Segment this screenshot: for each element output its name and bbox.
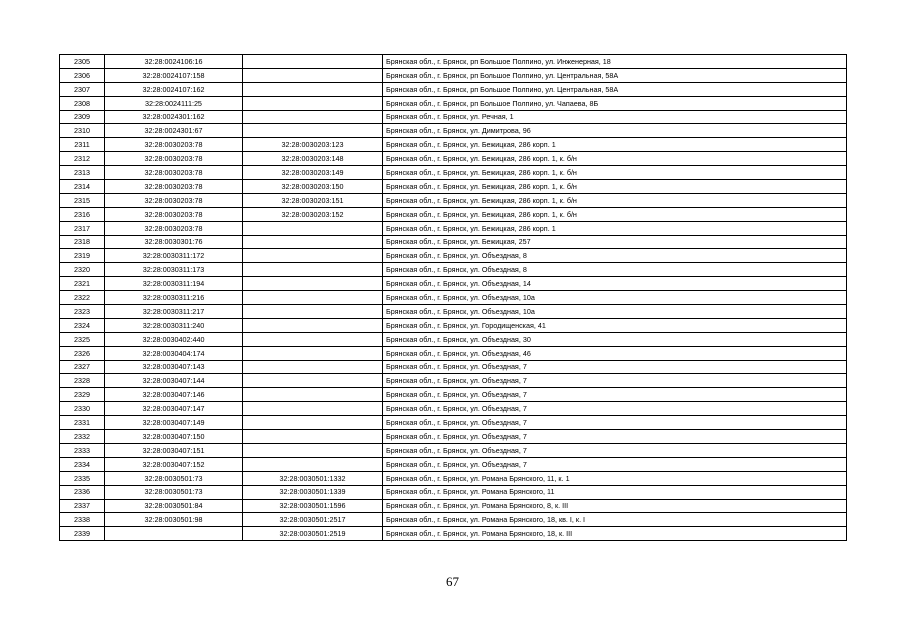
page-number: 67 — [446, 574, 459, 589]
row-number-cell: 2334 — [60, 457, 105, 471]
table-row — [60, 374, 847, 388]
cadastral-number-cell: 32:28:0030311:172 — [105, 249, 243, 263]
sub-cadastral-number-cell — [243, 388, 383, 402]
sub-cadastral-number-cell — [243, 249, 383, 263]
sub-cadastral-number-cell — [243, 443, 383, 457]
table-row — [60, 499, 847, 513]
row-number-cell: 2310 — [60, 124, 105, 138]
address-cell: Брянская обл., г. Брянск, ул. Романа Брянского, 18, кв. I, к. I — [383, 513, 847, 527]
cadastral-number-cell: 32:28:0030407:144 — [105, 374, 243, 388]
table-row — [60, 55, 847, 69]
table-row — [60, 277, 847, 291]
table-row — [60, 485, 847, 499]
row-number-cell: 2316 — [60, 207, 105, 221]
row-number-cell: 2327 — [60, 360, 105, 374]
table-row — [60, 68, 847, 82]
row-number-cell: 2321 — [60, 277, 105, 291]
row-number-cell: 2308 — [60, 96, 105, 110]
sub-cadastral-number-cell — [243, 457, 383, 471]
row-number-cell: 2305 — [60, 55, 105, 69]
table-row — [60, 166, 847, 180]
cadastral-number-cell: 32:28:0030501:73 — [105, 485, 243, 499]
sub-cadastral-number-cell: 32:28:0030501:2519 — [243, 527, 383, 541]
cadastral-number-cell — [105, 527, 243, 541]
address-cell: Брянская обл., г. Брянск, рп Большое Полпино, ул. Центральная, 58А — [383, 68, 847, 82]
row-number-cell: 2306 — [60, 68, 105, 82]
sub-cadastral-number-cell — [243, 374, 383, 388]
row-number-cell: 2318 — [60, 235, 105, 249]
cadastral-number-cell: 32:28:0030402:440 — [105, 332, 243, 346]
cadastral-number-cell: 32:28:0030404:174 — [105, 346, 243, 360]
address-cell: Брянская обл., г. Брянск, ул. Бежицкая, 286 корп. 1, к. б/н — [383, 180, 847, 194]
table-row — [60, 332, 847, 346]
address-cell: Брянская обл., г. Брянск, ул. Объездная, 7 — [383, 402, 847, 416]
address-cell: Брянская обл., г. Брянск, ул. Объездная, 8 — [383, 249, 847, 263]
address-cell: Брянская обл., г. Брянск, ул. Димитрова, 96 — [383, 124, 847, 138]
row-number-cell: 2336 — [60, 485, 105, 499]
sub-cadastral-number-cell — [243, 402, 383, 416]
cadastral-number-cell: 32:28:0030203:78 — [105, 166, 243, 180]
table-row — [60, 471, 847, 485]
table-row — [60, 346, 847, 360]
table-row — [60, 527, 847, 541]
sub-cadastral-number-cell: 32:28:0030501:1332 — [243, 471, 383, 485]
row-number-cell: 2324 — [60, 318, 105, 332]
cadastral-number-cell: 32:28:0024111:25 — [105, 96, 243, 110]
table-row — [60, 305, 847, 319]
cadastral-number-cell: 32:28:0030407:143 — [105, 360, 243, 374]
cadastral-number-cell: 32:28:0030407:151 — [105, 443, 243, 457]
table-row — [60, 124, 847, 138]
row-number-cell: 2323 — [60, 305, 105, 319]
cadastral-number-cell: 32:28:0030501:73 — [105, 471, 243, 485]
cadastral-number-cell: 32:28:0030407:146 — [105, 388, 243, 402]
table-row — [60, 416, 847, 430]
cadastral-number-cell: 32:28:0030203:78 — [105, 138, 243, 152]
table-row — [60, 513, 847, 527]
sub-cadastral-number-cell — [243, 55, 383, 69]
row-number-cell: 2331 — [60, 416, 105, 430]
sub-cadastral-number-cell: 32:28:0030501:2517 — [243, 513, 383, 527]
address-cell: Брянская обл., г. Брянск, ул. Городищенская, 41 — [383, 318, 847, 332]
cadastral-number-cell: 32:28:0030407:150 — [105, 430, 243, 444]
sub-cadastral-number-cell — [243, 346, 383, 360]
row-number-cell: 2307 — [60, 82, 105, 96]
address-cell: Брянская обл., г. Брянск, рп Большое Полпино, ул. Чапаева, 8Б — [383, 96, 847, 110]
table-row — [60, 388, 847, 402]
row-number-cell: 2338 — [60, 513, 105, 527]
row-number-cell: 2315 — [60, 193, 105, 207]
row-number-cell: 2329 — [60, 388, 105, 402]
table-row — [60, 82, 847, 96]
address-cell: Брянская обл., г. Брянск, рп Большое Полпино, ул. Центральная, 58А — [383, 82, 847, 96]
row-number-cell: 2337 — [60, 499, 105, 513]
table-row — [60, 180, 847, 194]
address-cell: Брянская обл., г. Брянск, ул. Бежицкая, 286 корп. 1, к. б/н — [383, 193, 847, 207]
table-row — [60, 221, 847, 235]
row-number-cell: 2328 — [60, 374, 105, 388]
cadastral-number-cell: 32:28:0030501:84 — [105, 499, 243, 513]
row-number-cell: 2317 — [60, 221, 105, 235]
cadastral-number-cell: 32:28:0030203:78 — [105, 180, 243, 194]
table-row — [60, 249, 847, 263]
row-number-cell: 2313 — [60, 166, 105, 180]
cadastral-number-cell: 32:28:0030311:194 — [105, 277, 243, 291]
row-number-cell: 2314 — [60, 180, 105, 194]
address-cell: Брянская обл., г. Брянск, ул. Объездная, 7 — [383, 443, 847, 457]
address-cell: Брянская обл., г. Брянск, ул. Бежицкая, 286 корп. 1 — [383, 221, 847, 235]
sub-cadastral-number-cell — [243, 82, 383, 96]
address-cell: Брянская обл., г. Брянск, ул. Объездная, 7 — [383, 430, 847, 444]
cadastral-number-cell: 32:28:0030203:78 — [105, 221, 243, 235]
sub-cadastral-number-cell: 32:28:0030501:1339 — [243, 485, 383, 499]
address-cell: Брянская обл., г. Брянск, ул. Бежицкая, 286 корп. 1, к. б/н — [383, 166, 847, 180]
sub-cadastral-number-cell: 32:28:0030203:151 — [243, 193, 383, 207]
sub-cadastral-number-cell: 32:28:0030203:149 — [243, 166, 383, 180]
table-row — [60, 360, 847, 374]
table-row — [60, 402, 847, 416]
address-cell: Брянская обл., г. Брянск, ул. Объездная, 7 — [383, 360, 847, 374]
cadastral-number-cell: 32:28:0030407:147 — [105, 402, 243, 416]
address-cell: Брянская обл., г. Брянск, ул. Бежицкая, 286 корп. 1, к. б/н — [383, 207, 847, 221]
row-number-cell: 2330 — [60, 402, 105, 416]
sub-cadastral-number-cell: 32:28:0030203:150 — [243, 180, 383, 194]
table-row — [60, 152, 847, 166]
address-cell: Брянская обл., г. Брянск, ул. Бежицкая, 257 — [383, 235, 847, 249]
table-row — [60, 263, 847, 277]
cadastral-number-cell: 32:28:0024107:158 — [105, 68, 243, 82]
sub-cadastral-number-cell: 32:28:0030203:123 — [243, 138, 383, 152]
row-number-cell: 2311 — [60, 138, 105, 152]
row-number-cell: 2319 — [60, 249, 105, 263]
table-row — [60, 235, 847, 249]
sub-cadastral-number-cell — [243, 263, 383, 277]
table-row — [60, 96, 847, 110]
sub-cadastral-number-cell — [243, 110, 383, 124]
address-cell: Брянская обл., г. Брянск, рп Большое Полпино, ул. Инженерная, 18 — [383, 55, 847, 69]
address-cell: Брянская обл., г. Брянск, ул. Бежицкая, 286 корп. 1, к. б/н — [383, 152, 847, 166]
address-cell: Брянская обл., г. Брянск, ул. Романа Брянского, 11 — [383, 485, 847, 499]
cadastral-number-cell: 32:28:0030501:98 — [105, 513, 243, 527]
table-row — [60, 430, 847, 444]
table-row — [60, 110, 847, 124]
cadastral-number-cell: 32:28:0030311:173 — [105, 263, 243, 277]
sub-cadastral-number-cell — [243, 277, 383, 291]
address-cell: Брянская обл., г. Брянск, ул. Романа Брянского, 18, к. III — [383, 527, 847, 541]
sub-cadastral-number-cell — [243, 318, 383, 332]
sub-cadastral-number-cell — [243, 360, 383, 374]
sub-cadastral-number-cell — [243, 430, 383, 444]
sub-cadastral-number-cell — [243, 96, 383, 110]
sub-cadastral-number-cell: 32:28:0030203:148 — [243, 152, 383, 166]
cadastral-number-cell: 32:28:0024106:16 — [105, 55, 243, 69]
row-number-cell: 2312 — [60, 152, 105, 166]
sub-cadastral-number-cell — [243, 305, 383, 319]
cadastral-number-cell: 32:28:0024107:162 — [105, 82, 243, 96]
row-number-cell: 2339 — [60, 527, 105, 541]
address-cell: Брянская обл., г. Брянск, ул. Объездная, 7 — [383, 457, 847, 471]
table-row — [60, 291, 847, 305]
table-row — [60, 207, 847, 221]
cadastral-number-cell: 32:28:0030407:149 — [105, 416, 243, 430]
sub-cadastral-number-cell — [243, 332, 383, 346]
sub-cadastral-number-cell — [243, 124, 383, 138]
row-number-cell: 2325 — [60, 332, 105, 346]
sub-cadastral-number-cell — [243, 235, 383, 249]
row-number-cell: 2322 — [60, 291, 105, 305]
address-cell: Брянская обл., г. Брянск, ул. Объездная, 10а — [383, 305, 847, 319]
property-registry-table — [59, 54, 847, 541]
cadastral-number-cell: 32:28:0030301:76 — [105, 235, 243, 249]
address-cell: Брянская обл., г. Брянск, ул. Объездная, 10а — [383, 291, 847, 305]
table-row — [60, 457, 847, 471]
cadastral-number-cell: 32:28:0030311:240 — [105, 318, 243, 332]
sub-cadastral-number-cell: 32:28:0030501:1596 — [243, 499, 383, 513]
address-cell: Брянская обл., г. Брянск, ул. Бежицкая, 286 корп. 1 — [383, 138, 847, 152]
sub-cadastral-number-cell — [243, 416, 383, 430]
cadastral-number-cell: 32:28:0030407:152 — [105, 457, 243, 471]
row-number-cell: 2332 — [60, 430, 105, 444]
table-row — [60, 193, 847, 207]
address-cell: Брянская обл., г. Брянск, ул. Романа Брянского, 11, к. 1 — [383, 471, 847, 485]
sub-cadastral-number-cell — [243, 221, 383, 235]
cadastral-number-cell: 32:28:0030203:78 — [105, 207, 243, 221]
cadastral-number-cell: 32:28:0030203:78 — [105, 193, 243, 207]
row-number-cell: 2309 — [60, 110, 105, 124]
cadastral-number-cell: 32:28:0024301:162 — [105, 110, 243, 124]
address-cell: Брянская обл., г. Брянск, ул. Объездная, 8 — [383, 263, 847, 277]
address-cell: Брянская обл., г. Брянск, ул. Речная, 1 — [383, 110, 847, 124]
sub-cadastral-number-cell: 32:28:0030203:152 — [243, 207, 383, 221]
address-cell: Брянская обл., г. Брянск, ул. Объездная, 7 — [383, 416, 847, 430]
cadastral-number-cell: 32:28:0024301:67 — [105, 124, 243, 138]
row-number-cell: 2335 — [60, 471, 105, 485]
row-number-cell: 2333 — [60, 443, 105, 457]
row-number-cell: 2320 — [60, 263, 105, 277]
cadastral-number-cell: 32:28:0030311:217 — [105, 305, 243, 319]
sub-cadastral-number-cell — [243, 291, 383, 305]
cadastral-number-cell: 32:28:0030311:216 — [105, 291, 243, 305]
table-row — [60, 138, 847, 152]
sub-cadastral-number-cell — [243, 68, 383, 82]
row-number-cell: 2326 — [60, 346, 105, 360]
address-cell: Брянская обл., г. Брянск, ул. Объездная, 14 — [383, 277, 847, 291]
address-cell: Брянская обл., г. Брянск, ул. Объездная, 30 — [383, 332, 847, 346]
registry-table-body — [60, 55, 847, 541]
address-cell: Брянская обл., г. Брянск, ул. Объездная, 46 — [383, 346, 847, 360]
cadastral-number-cell: 32:28:0030203:78 — [105, 152, 243, 166]
table-row — [60, 318, 847, 332]
address-cell: Брянская обл., г. Брянск, ул. Романа Брянского, 8, к. III — [383, 499, 847, 513]
address-cell: Брянская обл., г. Брянск, ул. Объездная, 7 — [383, 388, 847, 402]
table-row — [60, 443, 847, 457]
address-cell: Брянская обл., г. Брянск, ул. Объездная, 7 — [383, 374, 847, 388]
